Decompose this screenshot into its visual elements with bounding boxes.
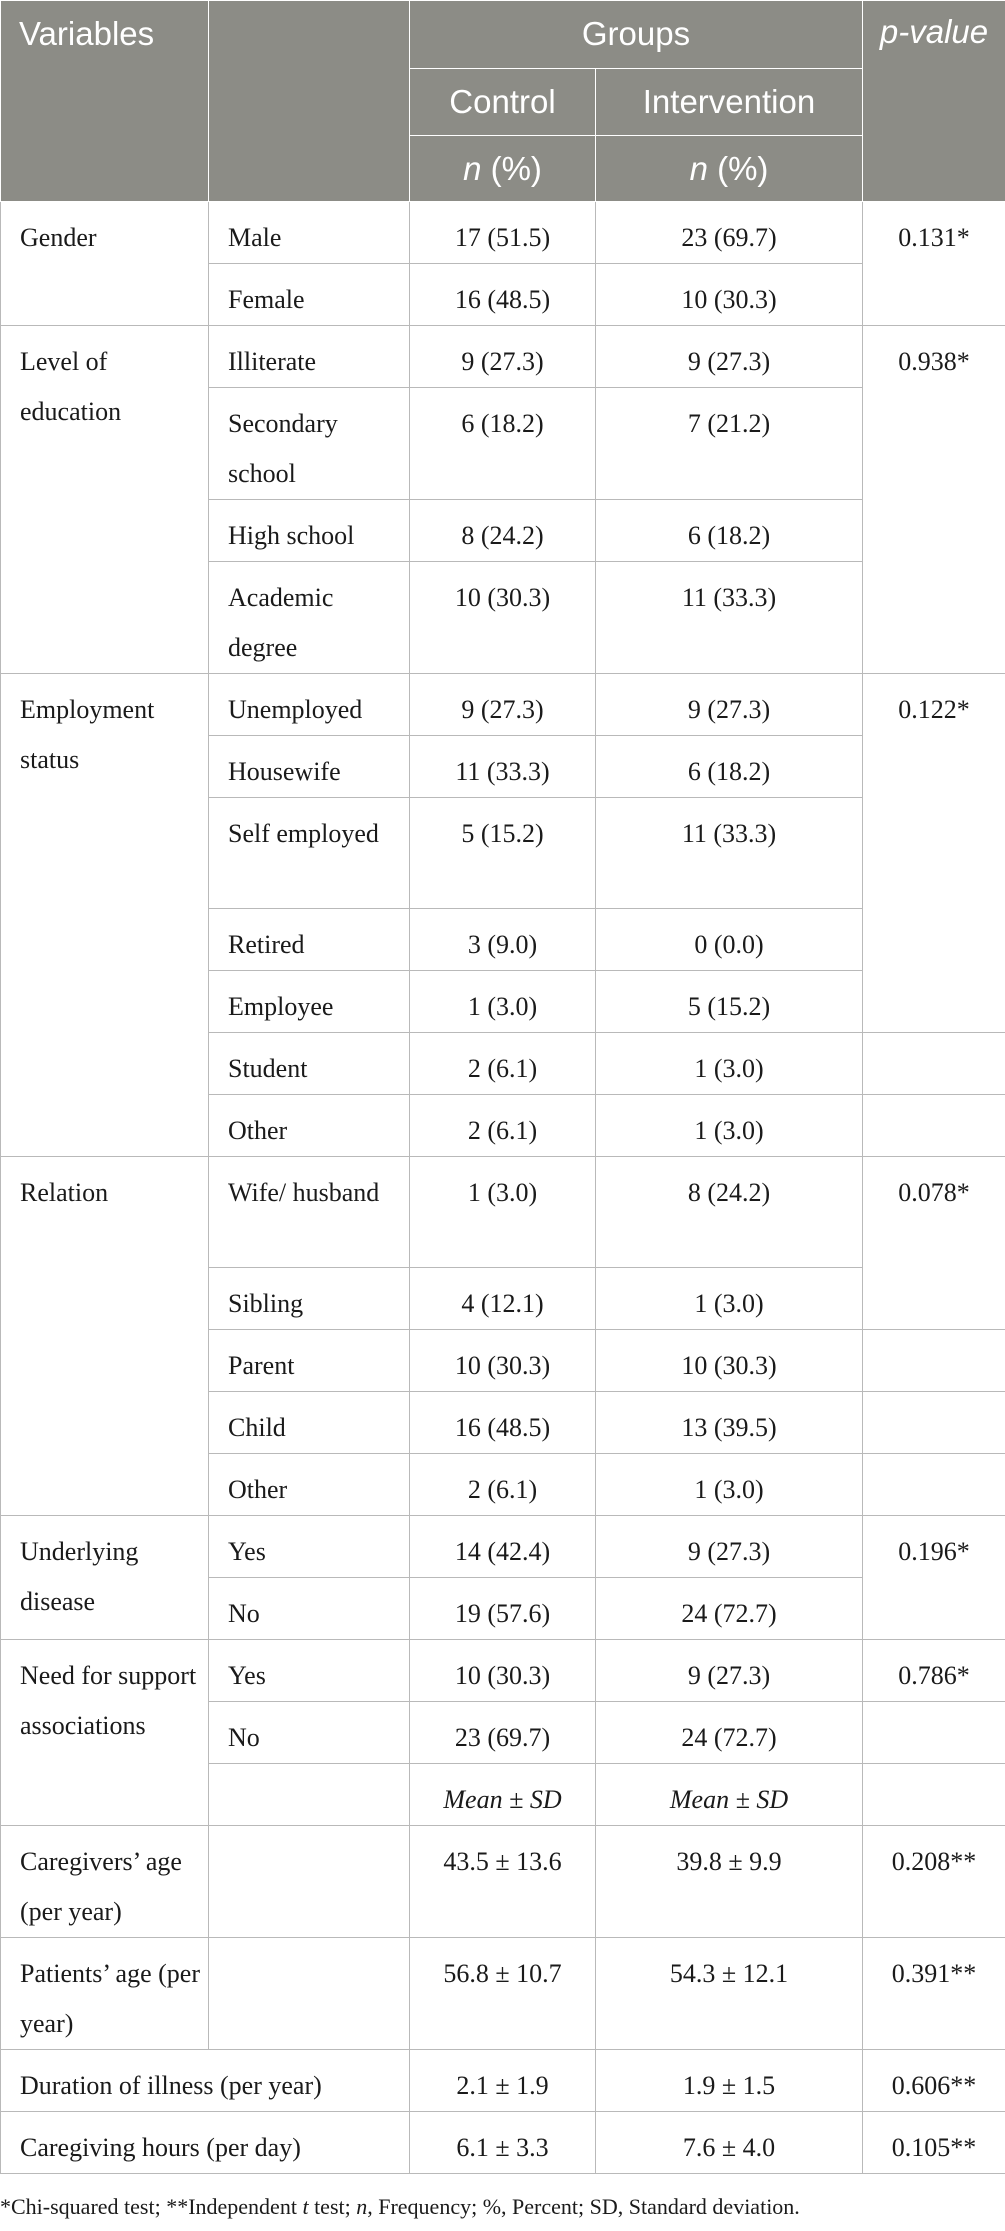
- intervention-value: 9 (27.3): [596, 1640, 863, 1702]
- category-label: Sibling: [209, 1268, 410, 1330]
- category-label: Self employed: [209, 798, 410, 909]
- table-row: [1, 202, 1005, 264]
- n-symbol: n: [463, 150, 482, 187]
- control-value: 14 (42.4): [410, 1516, 596, 1578]
- intervention-value: 1.9 ± 1.5: [596, 2050, 863, 2112]
- category-label: Other: [209, 1095, 410, 1157]
- control-value: 1 (3.0): [410, 1157, 596, 1268]
- control-value: 16 (48.5): [410, 264, 596, 326]
- p-value-empty: [863, 1330, 1005, 1392]
- table-row: [1, 1826, 1005, 1938]
- p-value: 0.786*: [863, 1640, 1005, 1702]
- intervention-value: 9 (27.3): [596, 326, 863, 388]
- mean-sd-header: Mean ± SD: [410, 1764, 596, 1826]
- category-label: Wife/ husband: [209, 1157, 410, 1268]
- intervention-value: 11 (33.3): [596, 562, 863, 674]
- category-label: Academic degree: [209, 562, 410, 674]
- control-value: 6 (18.2): [410, 388, 596, 500]
- control-value: 17 (51.5): [410, 202, 596, 264]
- control-value: 10 (30.3): [410, 1640, 596, 1702]
- p-value-empty: [863, 1095, 1005, 1157]
- intervention-value: 24 (72.7): [596, 1578, 863, 1640]
- category-label: No: [209, 1578, 410, 1640]
- footnote-t: t: [302, 2194, 309, 2219]
- variable-label: Need for support associations: [1, 1640, 209, 1826]
- variable-label: Patients’ age (per year): [1, 1938, 209, 2050]
- category-label: Male: [209, 202, 410, 264]
- control-value: 2 (6.1): [410, 1033, 596, 1095]
- intervention-value: 6 (18.2): [596, 736, 863, 798]
- variable-label: Caregivers’ age (per year): [1, 1826, 209, 1938]
- table-row: [1, 1938, 1005, 2050]
- table-row: [1, 1640, 1005, 1702]
- category-label: Employee: [209, 971, 410, 1033]
- intervention-value: 9 (27.3): [596, 674, 863, 736]
- category-label: Retired: [209, 909, 410, 971]
- p-value: 0.938*: [863, 326, 1005, 674]
- intervention-value: 10 (30.3): [596, 264, 863, 326]
- control-value: 9 (27.3): [410, 326, 596, 388]
- variable-label: Relation: [1, 1157, 209, 1516]
- control-value: 3 (9.0): [410, 909, 596, 971]
- category-label: Yes: [209, 1640, 410, 1702]
- intervention-value: 1 (3.0): [596, 1454, 863, 1516]
- table-row: [1, 1516, 1005, 1578]
- p-value-empty: [863, 1033, 1005, 1095]
- intervention-value: 24 (72.7): [596, 1702, 863, 1764]
- category-label: Secondary school: [209, 388, 410, 500]
- control-value: 10 (30.3): [410, 1330, 596, 1392]
- intervention-value: 1 (3.0): [596, 1033, 863, 1095]
- p-value: 0.208**: [863, 1826, 1005, 1938]
- category-label: Illiterate: [209, 326, 410, 388]
- intervention-value: 7.6 ± 4.0: [596, 2112, 863, 2174]
- category-empty: [209, 1764, 410, 1826]
- pct-suffix: (%): [481, 150, 542, 187]
- control-value: 2 (6.1): [410, 1095, 596, 1157]
- intervention-value: 5 (15.2): [596, 971, 863, 1033]
- variable-label: Employment status: [1, 674, 209, 1157]
- control-value: 4 (12.1): [410, 1268, 596, 1330]
- intervention-value: 1 (3.0): [596, 1095, 863, 1157]
- intervention-value: 9 (27.3): [596, 1516, 863, 1578]
- table-row: [1, 674, 1005, 736]
- control-value: 1 (3.0): [410, 971, 596, 1033]
- header-intervention: Intervention: [596, 69, 863, 136]
- footnote-test: test;: [308, 2194, 357, 2219]
- header-pvalue: [863, 1, 1005, 202]
- variable-label: Caregiving hours (per day): [1, 2112, 410, 2174]
- footnote-chi: *Chi-squared test; **Independent: [0, 2194, 303, 2219]
- intervention-value: 6 (18.2): [596, 500, 863, 562]
- category-label: Yes: [209, 1516, 410, 1578]
- p-value: 0.131*: [863, 202, 1005, 326]
- category-label: Student: [209, 1033, 410, 1095]
- control-value: 11 (33.3): [410, 736, 596, 798]
- control-value: 5 (15.2): [410, 798, 596, 909]
- variable-label: Underlying disease: [1, 1516, 209, 1640]
- intervention-value: 10 (30.3): [596, 1330, 863, 1392]
- control-value: 16 (48.5): [410, 1392, 596, 1454]
- control-value: 19 (57.6): [410, 1578, 596, 1640]
- control-value: 2 (6.1): [410, 1454, 596, 1516]
- category-label: Female: [209, 264, 410, 326]
- category-label: Child: [209, 1392, 410, 1454]
- mean-sd-header: Mean ± SD: [596, 1764, 863, 1826]
- table-row: [1, 1157, 1005, 1268]
- p-value-empty: [863, 1454, 1005, 1516]
- footnote-n: n: [356, 2194, 368, 2219]
- control-value: 6.1 ± 3.3: [410, 2112, 596, 2174]
- category-empty: [209, 1938, 410, 2050]
- category-label: Unemployed: [209, 674, 410, 736]
- variable-label: Duration of illness (per year): [1, 2050, 410, 2112]
- p-value-empty: [863, 1702, 1005, 1764]
- header-blank: [209, 1, 410, 202]
- p-value: 0.606**: [863, 2050, 1005, 2112]
- intervention-value: 13 (39.5): [596, 1392, 863, 1454]
- p-value-empty: [863, 1764, 1005, 1826]
- table-footnote: [0, 2194, 1005, 2220]
- footnote-rest: , Frequency; %, Percent; SD, Standard deviation.: [367, 2194, 800, 2219]
- intervention-value: 11 (33.3): [596, 798, 863, 909]
- intervention-value: 39.8 ± 9.9: [596, 1826, 863, 1938]
- control-value: 23 (69.7): [410, 1702, 596, 1764]
- pct-suffix: (%): [707, 150, 769, 187]
- category-label: Housewife: [209, 736, 410, 798]
- header-control: Control: [410, 69, 596, 136]
- category-label: High school: [209, 500, 410, 562]
- table-row: [1, 2050, 1005, 2112]
- header-control-n: [410, 136, 596, 202]
- variable-label: Gender: [1, 202, 209, 326]
- n-symbol: n: [689, 150, 708, 187]
- category-label: No: [209, 1702, 410, 1764]
- p-value: 0.078*: [863, 1157, 1005, 1330]
- control-value: 10 (30.3): [410, 562, 596, 674]
- p-value-empty: [863, 1392, 1005, 1454]
- intervention-value: 54.3 ± 12.1: [596, 1938, 863, 2050]
- control-value: 8 (24.2): [410, 500, 596, 562]
- p-value: 0.391**: [863, 1938, 1005, 2050]
- header-variables: Variables: [1, 1, 209, 202]
- variable-label: Level of education: [1, 326, 209, 674]
- control-value: 56.8 ± 10.7: [410, 1938, 596, 2050]
- intervention-value: 1 (3.0): [596, 1268, 863, 1330]
- intervention-value: 0 (0.0): [596, 909, 863, 971]
- p-value: 0.105**: [863, 2112, 1005, 2174]
- category-empty: [209, 1826, 410, 1938]
- p-value: 0.122*: [863, 674, 1005, 1033]
- category-label: Parent: [209, 1330, 410, 1392]
- category-label: Other: [209, 1454, 410, 1516]
- control-value: 43.5 ± 13.6: [410, 1826, 596, 1938]
- intervention-value: 8 (24.2): [596, 1157, 863, 1268]
- table-row: [1, 326, 1005, 388]
- pvalue-label: p-value: [879, 13, 989, 50]
- header-intervention-n: [596, 136, 863, 202]
- table-row: [1, 2112, 1005, 2174]
- header-groups: Groups: [410, 1, 863, 69]
- intervention-value: 23 (69.7): [596, 202, 863, 264]
- control-value: 2.1 ± 1.9: [410, 2050, 596, 2112]
- p-value: 0.196*: [863, 1516, 1005, 1640]
- intervention-value: 7 (21.2): [596, 388, 863, 500]
- control-value: 9 (27.3): [410, 674, 596, 736]
